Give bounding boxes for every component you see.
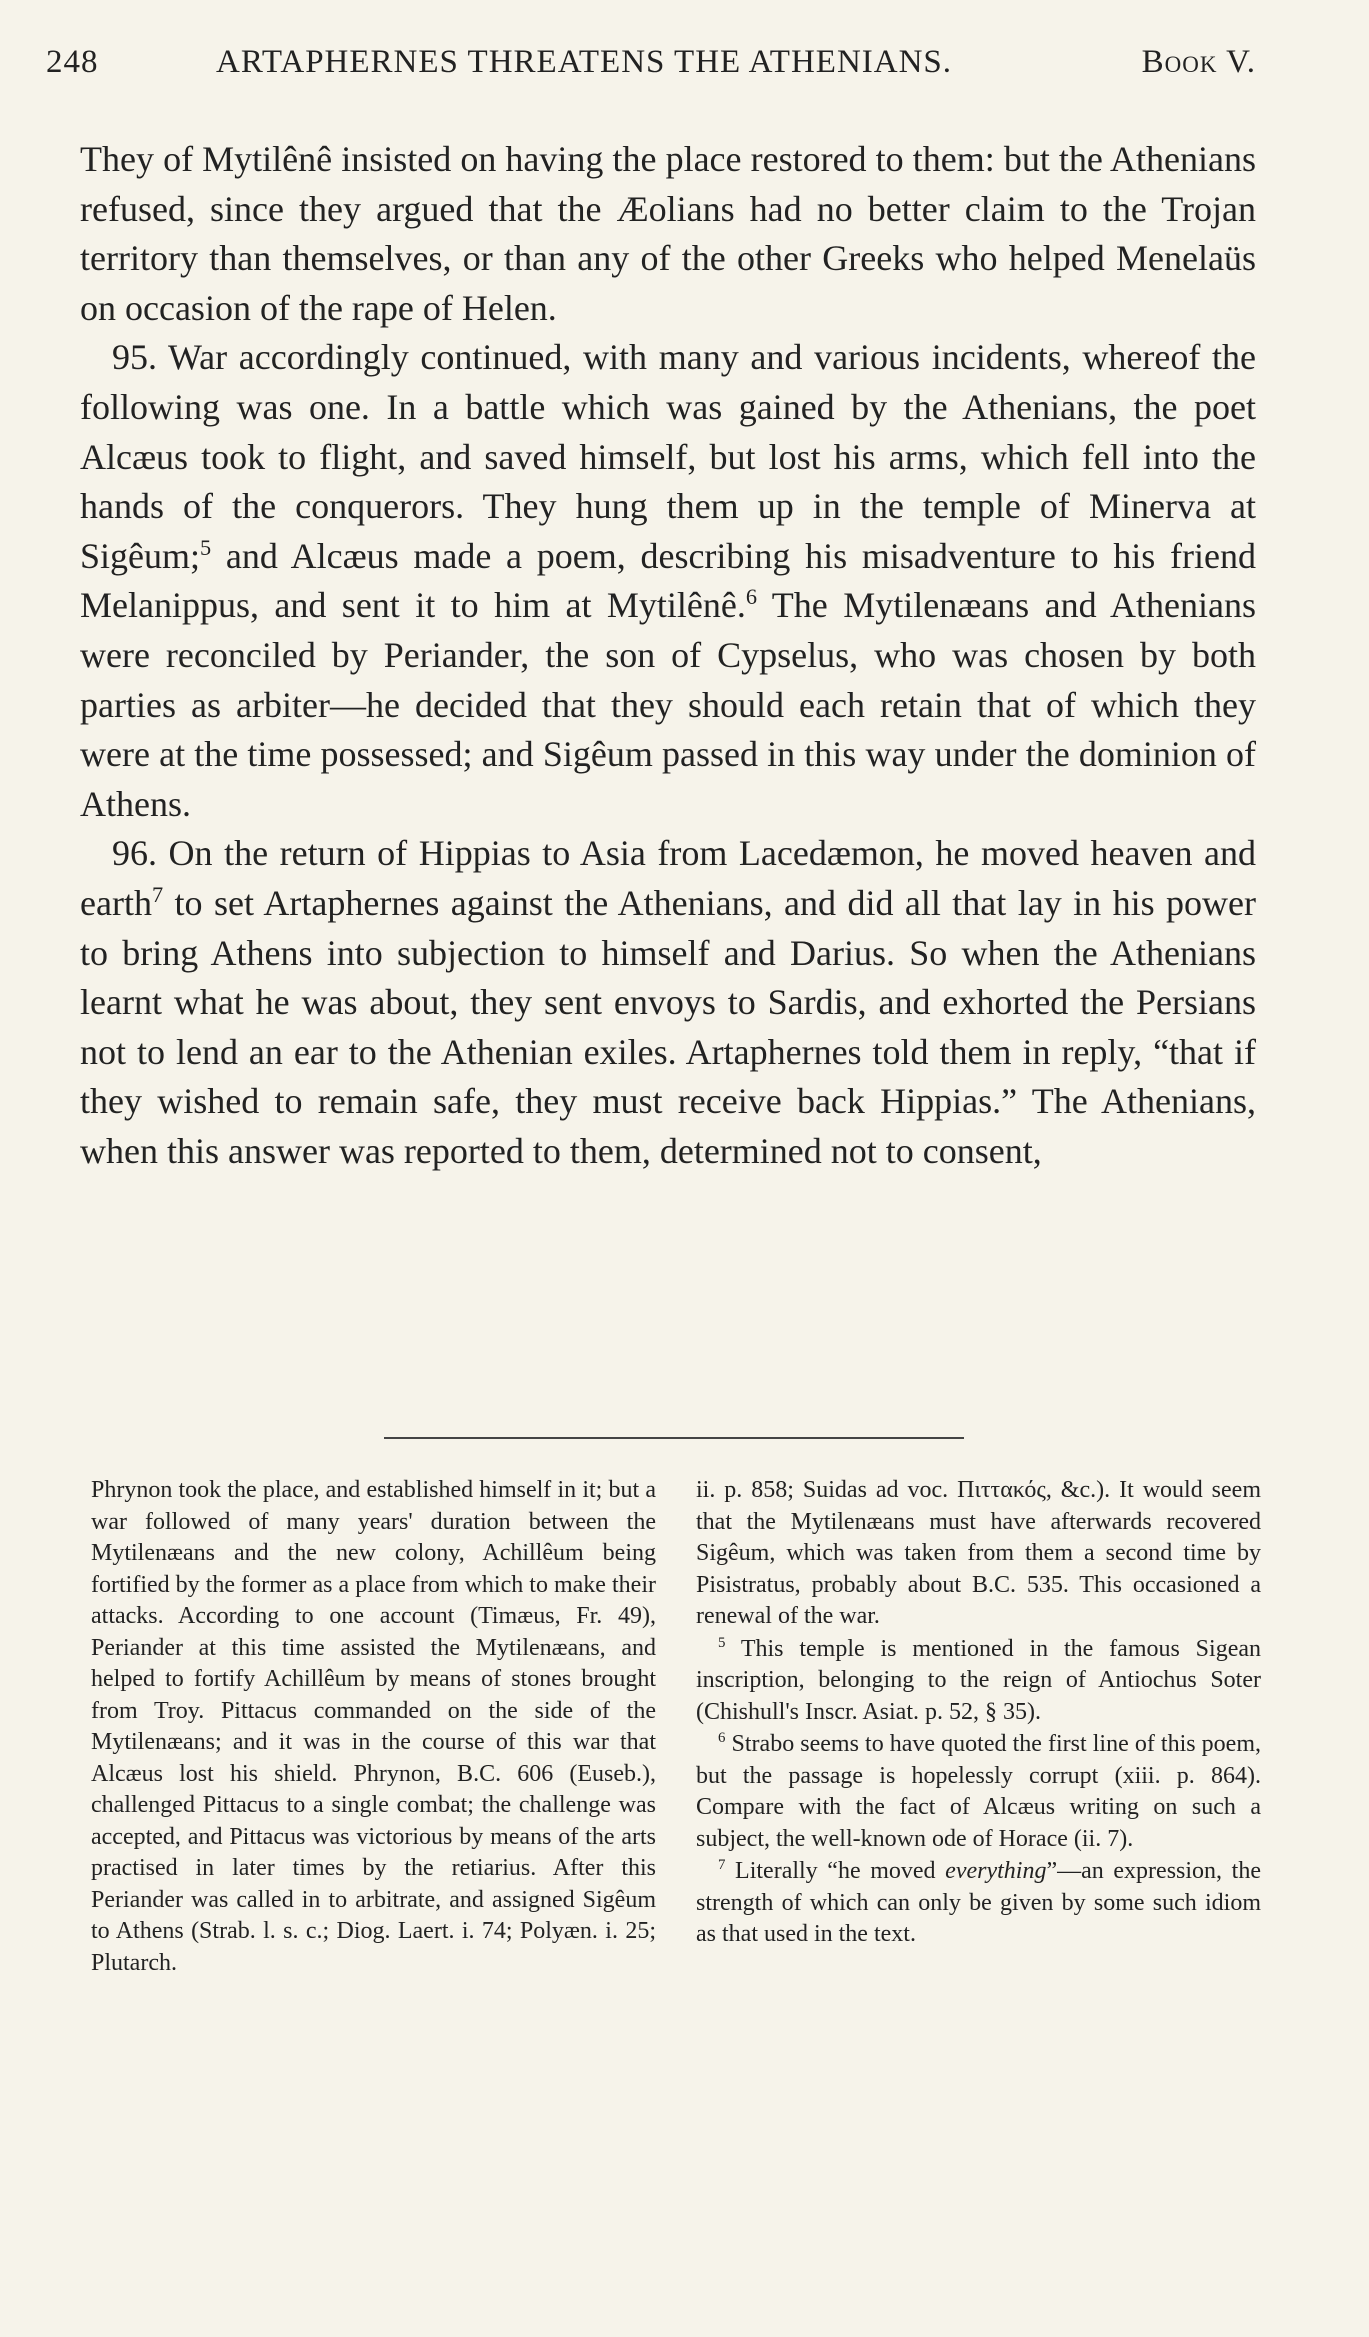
paragraph-95-part-b: and Alcæus made a poem, describing his misadventure to his friend Melanippus, and sent it to him at Mytilênê.: [80, 535, 1256, 626]
paragraph-95-part-a: 95. War accordingly continued, with many and various incidents, whereof the following was one. In a battle which was gained by the Athenians, the poet Alcæus took to flight, and saved himself, but lost his arms, which fell into the hands of the conquerors. They hung them up in the temple of Minerva at Sigêum;: [80, 337, 1256, 576]
footnote-ref-7: 7: [151, 881, 164, 907]
footnote-7-text-b: ”—an expression, the strength of which can only be given by some such idiom as that used in the text.: [696, 1858, 1261, 1947]
footnote-7-text-a: Literally “he moved: [725, 1858, 946, 1884]
footnote-7: [696, 1856, 1261, 1951]
footnote-6-text: Strabo seems to have quoted the first line of this poem, but the passage is hopelessly corrupt (xiii. p. 864). Compare with the fact of Alcæus writing on such a subject, the well-known ode of Horace (ii. 7).: [696, 1731, 1261, 1852]
paragraph-95: [80, 333, 1256, 829]
footnote-5-text: This temple is mentioned in the famous Sigean inscription, belonging to the reign of Antiochus Soter (Chishull's Inscr. Asiat. p. 52, § 35).: [696, 1635, 1261, 1725]
footnote-5-number: 5: [718, 1634, 726, 1651]
footnote-continuation-left: Phrynon took the place, and established himself in it; but a war followed of many years' duration between the Mytilenæans and the new colony, Achillêum being fortified by the former as a place from which to make their attacks. According to one account (Timæus, Fr. 49), Periander at this time assisted the Mytilenæans, and helped to fortify Achillêum by means of stones brought from Troy. Pittacus commanded on the side of the Mytilenæans; and it was in the course of this war that Alcæus lost his shield. Phrynon, B.C. 606 (Euseb.), challenged Pittacus to a single combat; the challenge was accepted, and Pittacus was victorious by means of the arts practised in later times by the retiarius. After this Periander was called in to arbitrate, and assigned Sigêum to Athens (Strab. l. s. c.; Diog. Laert. i. 74; Polyæn. i. 25; Plutarch.: [91, 1477, 656, 1976]
paragraph-95-part-c: The Mytilenæans and Athenians were reconciled by Periander, the son of Cypselus, who was chosen by both parties as arbiter—he decided that they should each retain that of which they were at the time possessed; and Sigêum passed in this way under the dominion of Athens.: [80, 585, 1256, 824]
footnote-5: [696, 1634, 1261, 1729]
footnote-7-italic: everything: [945, 1858, 1047, 1884]
footnotes-right-column: [696, 1475, 1261, 1951]
footnote-7-number: 7: [718, 1857, 726, 1873]
book-label: Book V.: [1141, 44, 1256, 80]
paragraph-1: They of Mytilênê insisted on having the place restored to them: but the Athenians refused, since they argued that the Æolians had no better claim to the Trojan territory than themselves, or than any of the other Greeks who helped Menelaüs on occasion of the rape of Helen.: [80, 139, 1256, 328]
paragraph-96-part-b: to set Artaphernes against the Athenians, and did all that lay in his power to bring Athens into subjection to himself and Darius. So when the Athenians learnt what he was about, they sent envoys to Sardis, and exhorted the Persians not to lend an ear to the Athenian exiles. Artaphernes told them in reply, “that if they wished to remain safe, they must receive back Hippias.” The Athenians, when this answer was reported to them, determined not to consent,: [80, 882, 1256, 1171]
footnote-6: [696, 1729, 1261, 1855]
footnote-divider: [384, 1437, 964, 1439]
paragraph-96: [80, 829, 1256, 1176]
footnote-ref-5: 5: [200, 534, 212, 560]
main-text: [80, 135, 1256, 1176]
footnote-continuation-right: ii. p. 858; Suidas ad voc. Πιττακός, &c.). It would seem that the Mytilenæans must have afterwards recovered Sigêum, which was taken from them a second time by Pisistratus, probably about B.C. 535. This occasioned a renewal of the war.: [696, 1477, 1261, 1629]
footnote-6-number: 6: [718, 1730, 726, 1746]
paragraph-96-part-a: 96. On the return of Hippias to Asia from Lacedæmon, he moved heaven and earth: [80, 833, 1256, 923]
footnote-ref-6: 6: [745, 584, 758, 610]
page-number: 248: [46, 44, 99, 80]
footnotes-left-column: [91, 1475, 656, 1979]
running-title: ARTAPHERNES THREATENS THE ATHENIANS.: [216, 44, 953, 80]
